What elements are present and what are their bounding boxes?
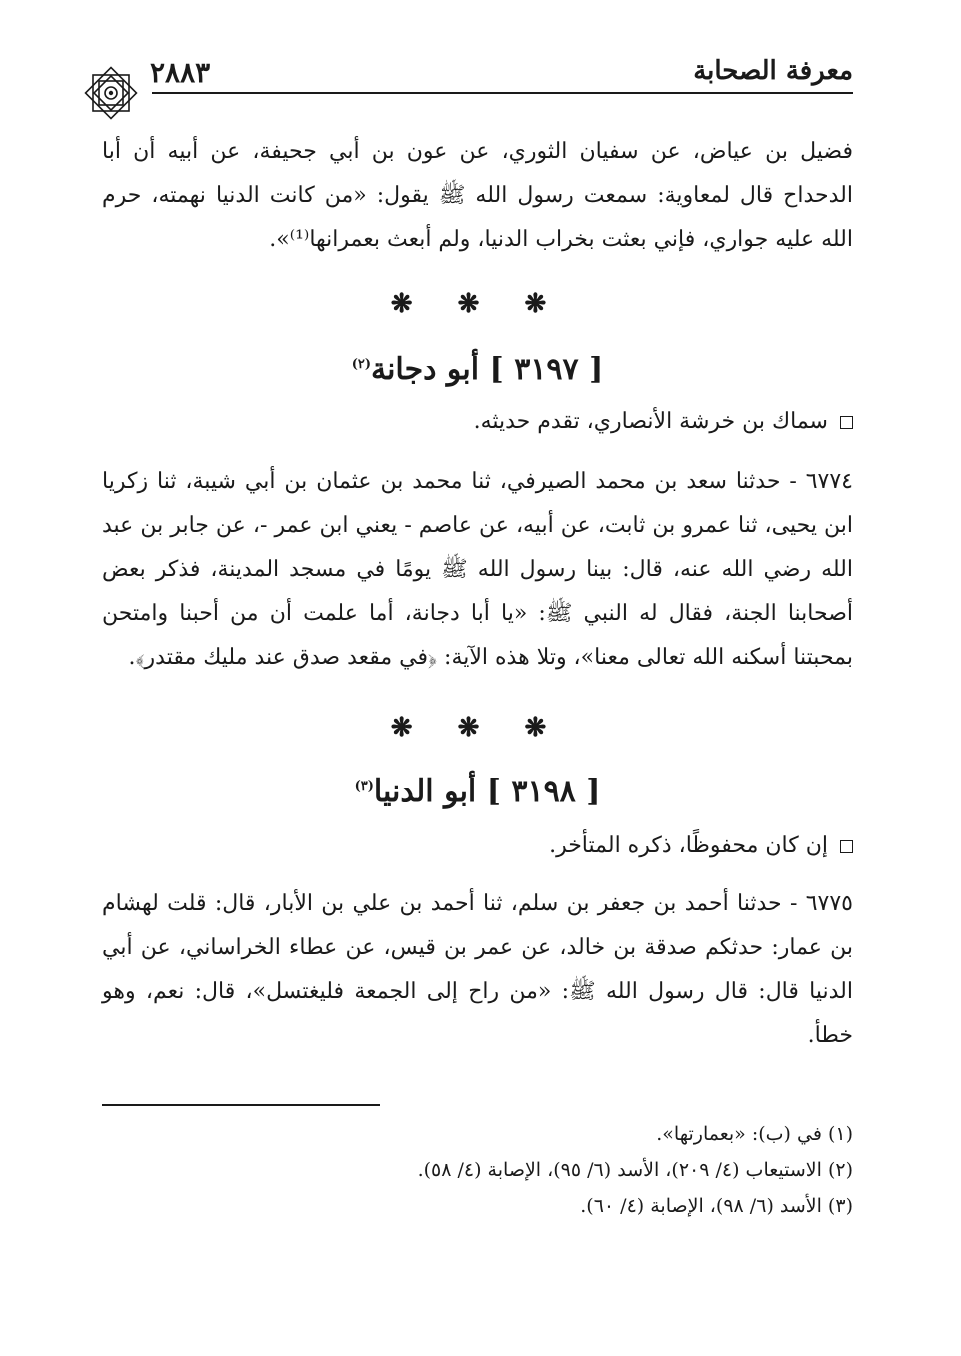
top-paragraph: فضيل بن عياض، عن سفيان الثوري، عن عون بن أبي جحيفة، عن أبيه أن أبا الدحداح قال لمعاوية: سمعت رسول الله ﷺ يقول: «من كانت الدنيا نهمته، حرم الله عليه جواري، فإني بعثت بخراب الدنيا، ولم أبعث بعمرانها⁽¹⁾». <box>102 139 853 252</box>
hadith-text: ٦٧٧٤ - حدثنا سعد بن محمد الصيرفي، ثنا محمد بن عثمان بن أبي شيبة، ثنا زكريا ابن يحيى، ثنا عمرو بن ثابت، عن أبيه، عن عاصم - يعني ابن عمر -، عن جابر بن عبد الله رضي الله عنه، قال: بينا رسول الله ﷺ يومًا في مسجد المدينة، فذكر بعض أصحابنا الجنة، فقال له النبي ﷺ: «يا أبا دجانة، أما علمت أن من أحبنا وامتحن بمحبتنا أسكنه الله تعالى معنا»، وتلا هذه الآية: ﴿في مقعد صدق عند مليك مقتدر﴾. <box>102 469 853 670</box>
footnote-1: (١) في (ب): «بعمارتها». <box>656 1123 853 1145</box>
square-bullet-icon <box>840 416 853 429</box>
entry-intro-text: إن كان محفوظًا، ذكره المتأخر. <box>549 833 828 858</box>
running-title: معرفة الصحابة <box>693 56 853 86</box>
separator-stars: ❋ ❋ ❋ <box>390 289 565 319</box>
entry-heading-text: [ ٣١٩٧ ] أبو دجانة <box>371 352 604 387</box>
hadith-text: ٦٧٧٥ - حدثنا أحمد بن جعفر بن سلم، ثنا أحمد بن علي بن الأبار، قال: قلت لهشام بن عمار: حدثكم صدقة بن خالد، عن عمر بن قيس، عن عطاء الخراساني، عن أبي الدنيا قال: قال رسول الله ﷺ: «من راح إلى الجمعة فليغتسل»، قال: نعم، وهو خطأ. <box>102 891 853 1048</box>
entry-heading-3198 <box>102 760 853 814</box>
entry-intro-3198 <box>102 826 853 866</box>
separator-stars: ❋ ❋ ❋ <box>390 713 565 743</box>
top-paragraph-block <box>102 130 853 262</box>
entry-heading-text: [ ٣١٩٨ ] أبو الدنيا <box>373 774 601 809</box>
square-bullet-icon <box>840 840 853 853</box>
footnotes <box>102 1116 853 1224</box>
hadith-block-6774 <box>102 460 853 680</box>
entry-intro-3197 <box>102 402 853 442</box>
footnote-2: (٢) الاستيعاب (٤/ ٢٠٩)، الأسد (٦/ ٩٥)، الإصابة (٤/ ٥٨). <box>417 1159 853 1181</box>
footnote-3: (٣) الأسد (٦/ ٩٨)، الإصابة (٤/ ٦٠). <box>580 1195 853 1217</box>
footnote-marker: (٢) <box>351 357 371 372</box>
hadith-block-6775 <box>102 882 853 1058</box>
octagram-ornament-icon <box>80 62 142 124</box>
footnote-marker: (٣) <box>354 779 374 794</box>
page-header <box>80 48 853 98</box>
entry-heading-3197 <box>102 338 853 392</box>
entry-intro-text: سماك بن خرشة الأنصاري، تقدم حديثه. <box>473 409 828 434</box>
header-rule <box>152 92 853 94</box>
page-number: ٢٨٨٣ <box>150 56 211 89</box>
footnote-rule <box>102 1104 380 1106</box>
